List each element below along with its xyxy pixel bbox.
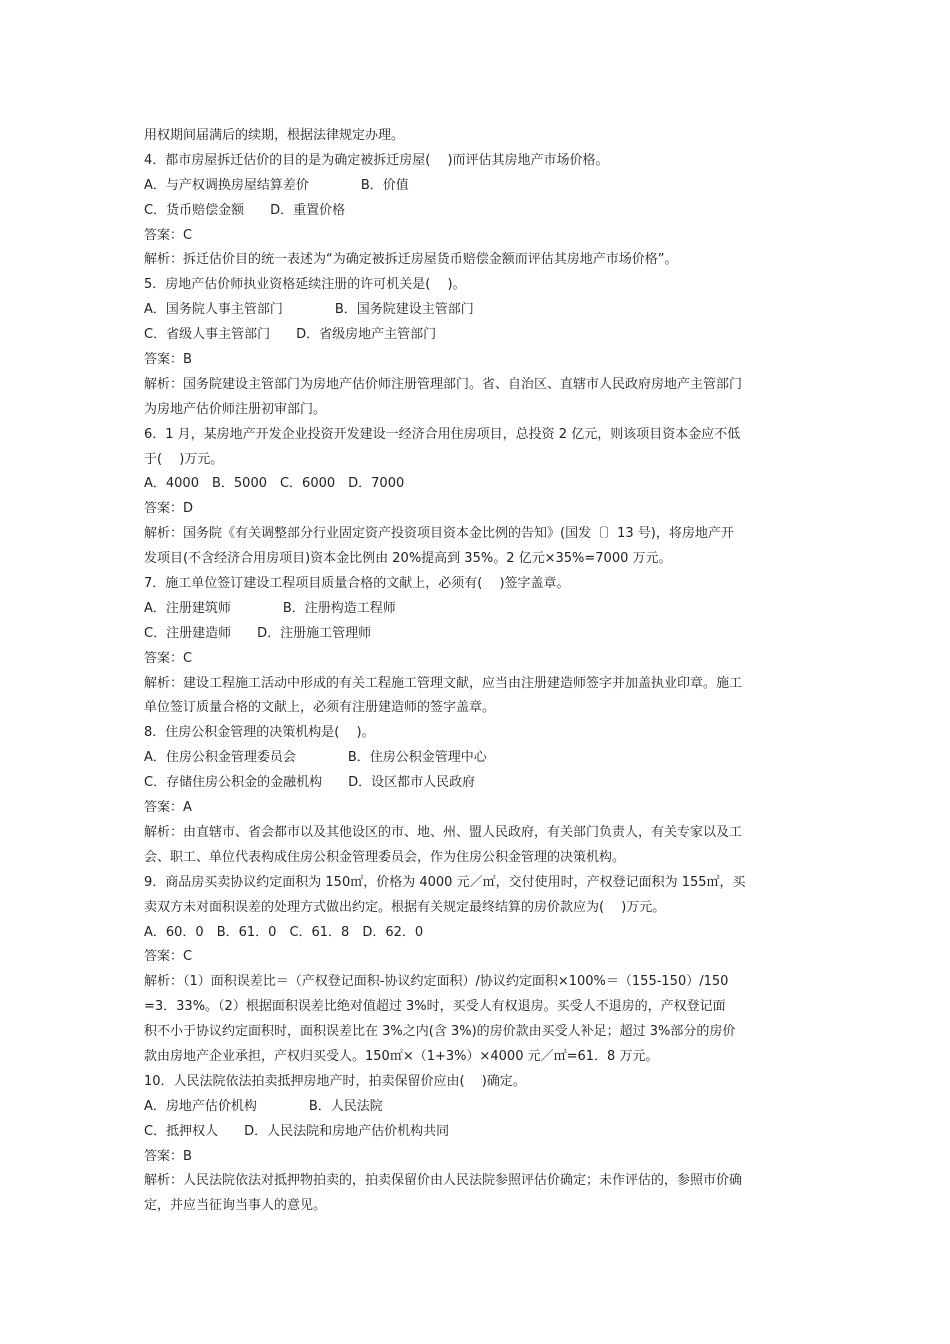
text-line: 答案：A (144, 800, 192, 816)
text-line: 6．1 月，某房地产开发企业投资开发建设一经济合用住房项目，总投资 2 亿元，则该项目资本金应不低 (144, 426, 741, 442)
text-line: 解析：国务院《有关调整部分行业固定资产投资项目资本金比例的告知》(国发〔〕13 号)，将房地产开 (144, 526, 734, 542)
text-line: C．抵押权人 D．人民法院和房地产估价机构共同 (144, 1123, 450, 1139)
text-line: 单位签订质量合格的文献上，必须有注册建造师的签字盖章。 (144, 700, 496, 716)
text-line: 积不小于协议约定面积时，面积误差比在 3%之内(含 3%)的房价款由买受人补足；超过 3%部分的房价 (144, 1024, 736, 1040)
text-line: 10．人民法院依法拍卖抵押房地产时，拍卖保留价应由( )确定。 (144, 1073, 526, 1089)
text-line: 会、职工、单位代表构成住房公积金管理委员会，作为住房公积金管理的决策机构。 (144, 849, 626, 865)
text-line: 解析：建设工程施工活动中形成的有关工程施工管理文献，应当由注册建造师签字并加盖执业印章。施工 (144, 675, 743, 691)
text-line: A．与产权调换房屋结算差价 B．价值 (144, 177, 409, 193)
text-line: 答案：B (144, 352, 192, 368)
text-line: 解析：拆迁估价目的统一表述为“为确定被拆迁房屋货币赔偿金额而评估其房地产市场价格”。 (144, 252, 678, 268)
text-line: 款由房地产企业承担，产权归买受人。150㎡×（1+3%）×4000 元／㎡=61．8 万元。 (144, 1048, 659, 1064)
text-line: =3．33%。（2）根据面积误差比绝对值超过 3%时，买受人有权退房。买受人不退房的，产权登记面 (144, 999, 726, 1015)
text-line: 答案：C (144, 227, 193, 243)
text-line: C．省级人事主管部门 D．省级房地产主管部门 (144, 327, 437, 343)
text-line: C．注册建造师 D．注册施工管理师 (144, 625, 372, 641)
text-line: 发项目(不含经济合用房项目)资本金比例由 20%提高到 35%。2 亿元×35%=7000 万元。 (144, 551, 672, 567)
text-line: C．货币赔偿金额 D．重置价格 (144, 202, 346, 218)
text-line: 答案：C (144, 650, 193, 666)
text-line: C．存储住房公积金的金融机构 D．设区都市人民政府 (144, 775, 476, 791)
document-body (144, 124, 809, 1219)
text-line: 答案：C (144, 949, 193, 965)
text-line: A．注册建筑师 B．注册构造工程师 (144, 600, 396, 616)
text-line: 解析：（1）面积误差比＝（产权登记面积-协议约定面积）/协议约定面积×100%＝（155-150）/150 (144, 974, 729, 990)
text-line: 用权期间届满后的续期，根据法律规定办理。 (144, 128, 405, 143)
text-line: A．60．0 B．61．0 C．61．8 D．62．0 (144, 924, 424, 940)
text-line: A．住房公积金管理委员会 B．住房公积金管理中心 (144, 750, 487, 766)
text-line: 5．房地产估价师执业资格延续注册的许可机关是( )。 (144, 277, 466, 293)
text-line: 解析：由直辖市、省会都市以及其他设区的市、地、州、盟人民政府，有关部门负责人，有关专家以及工 (144, 824, 743, 840)
text-line: 答案：B (144, 1148, 192, 1164)
text-line: 卖双方未对面积误差的处理方式做出约定。根据有关规定最终结算的房价款应为( )万元。 (144, 899, 666, 915)
text-line: 解析：国务院建设主管部门为房地产估价师注册管理部门。省、自治区、直辖市人民政府房地产主管部门 (144, 376, 743, 392)
text-line: 为房地产估价师注册初审部门。 (144, 401, 327, 417)
text-line: 答案：D (144, 501, 194, 517)
text-line: 9．商品房买卖协议约定面积为 150㎡，价格为 4000 元／㎡，交付使用时，产权登记面积为 155㎡，买 (144, 874, 746, 890)
text-line: A．国务院人事主管部门 B．国务院建设主管部门 (144, 302, 474, 318)
text-line: 8．住房公积金管理的决策机构是( )。 (144, 725, 375, 741)
text-line: 4．都市房屋拆迁估价的目的是为确定被拆迁房屋( )而评估其房地产市场价格。 (144, 152, 609, 168)
text-line: 定，并应当征询当事人的意见。 (144, 1198, 327, 1214)
text-line: 解析：人民法院依法对抵押物拍卖的，拍卖保留价由人民法院参照评估价确定；未作评估的，参照市价确 (144, 1173, 743, 1189)
text-line: A．房地产估价机构 B．人民法院 (144, 1098, 383, 1114)
text-line: 7．施工单位签订建设工程项目质量合格的文献上，必须有( )签字盖章。 (144, 576, 570, 592)
text-line: A．4000 B．5000 C．6000 D．7000 (144, 476, 405, 492)
text-line: 于( )万元。 (144, 451, 224, 467)
